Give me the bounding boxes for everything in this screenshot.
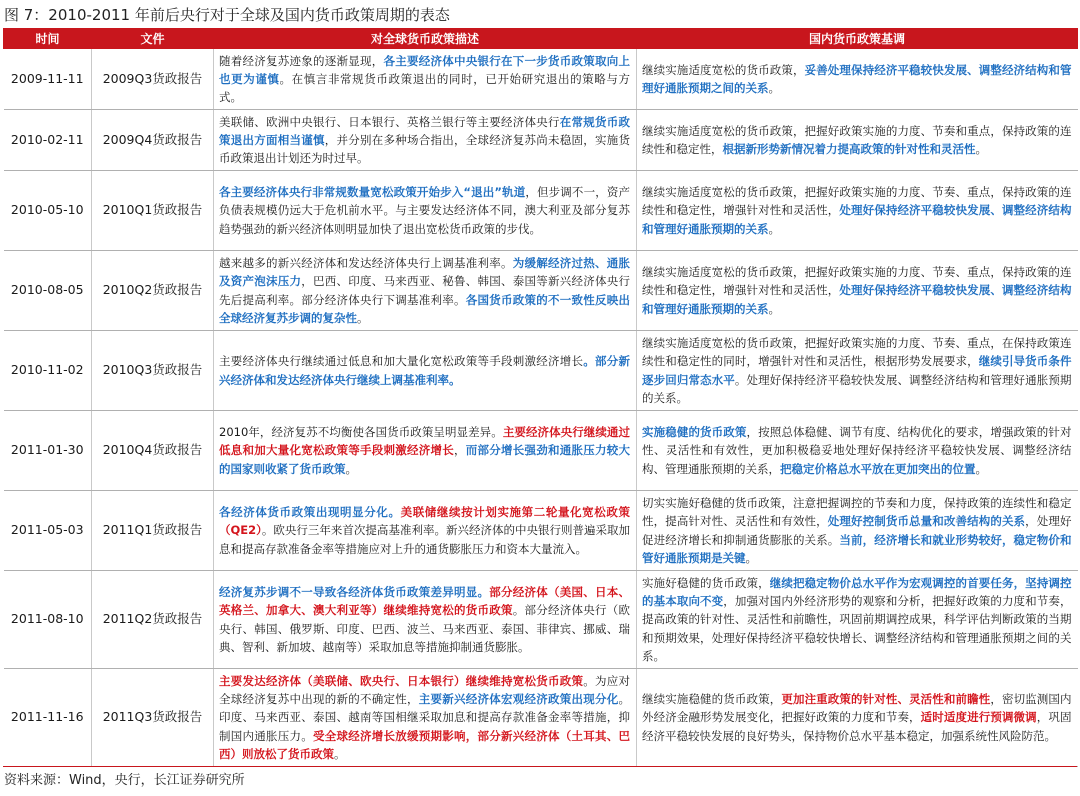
plain-text: 。: [768, 301, 780, 316]
highlight-blue-text: 各经济体货币政策出现明显分化。: [219, 505, 401, 520]
cell-global-policy: [214, 669, 637, 767]
policy-table-container: [3, 28, 1077, 767]
plain-text: 。: [768, 81, 780, 95]
cell-date: 2010-08-05: [4, 251, 92, 331]
table-row: [4, 491, 1078, 571]
cell-global-policy: [214, 171, 637, 251]
plain-text: 越来越多的新兴经济体和发达经济体央行上调基准利率。: [219, 256, 513, 271]
figure-title: 图 7：2010-2011 年前后央行对于全球及国内货币政策周期的表态: [4, 6, 450, 24]
cell-domestic-policy: [637, 251, 1078, 331]
cell-date: 2011-08-10: [4, 571, 92, 669]
highlight-blue-text: 根据新形势新情况着力提高政策的针对性和灵活性: [722, 142, 976, 156]
cell-global-policy: [214, 331, 637, 411]
plain-text: 美联储、欧洲中央银行、日本银行、英格兰银行等主要经济体央行: [219, 114, 560, 129]
plain-text: ，按照总体稳健、调节有度、结构优化的要求，增强政策的针对性、灵活性和有效性，更加积极稳妥地处理好保持经济平稳较快发展、调整经济结构、管理通胀预期的关系，: [642, 425, 1072, 476]
plain-text: ，处理好促进经济增长和抑制通货膨胀的关系。: [642, 514, 1072, 547]
header-date: 时间: [4, 29, 92, 49]
cell-file: 2010Q1货政报告: [92, 171, 214, 251]
plain-text: 继续实施适度宽松的货币政策，: [642, 62, 805, 77]
plain-text: 。处理好保持经济平稳较快发展、调整经济结构和管理好通胀预期的关系。: [642, 372, 1072, 405]
table-header-row: [4, 29, 1078, 49]
plain-text: ，巩固经济平稳较快发展的良好势头，保持物价总水平基本稳定，加强系统性风险防范。: [642, 710, 1072, 743]
table-row: [4, 171, 1078, 251]
plain-text: 。: [334, 746, 346, 761]
plain-text: 。部分经济体央行（欧央行、韩国、俄罗斯、印度、巴西、波兰、马来西亚、泰国、菲律宾、挪威、瑞典、智利、新加坡、越南等）采取加息等措施抑制通货膨胀。: [219, 603, 630, 654]
plain-text: ，巴西、印度、马来西亚、秘鲁、韩国、泰国等新兴经济体央行先后提高利率。部分经济体央行下调基准利率。: [219, 274, 630, 307]
cell-file: 2009Q4货政报告: [92, 110, 214, 171]
cell-file: 2010Q2货政报告: [92, 251, 214, 331]
plain-text: 继续实施适度宽松的货币政策，把握好政策实施的力度、节奏、重点，保持政策的连续性和稳定性，增强针对性和灵活性，: [642, 265, 1072, 298]
plain-text: ，但步调不一，资产负债表规模仍远大于危机前水平。与主要发达经济体不同，澳大利亚及部分复苏趋势强劲的新兴经济体则明显加快了退出宽松货币政策的步伐。: [219, 185, 630, 236]
plain-text: 。为应对全球经济复苏中出现的新的不确定性，: [219, 673, 630, 707]
plain-text: 。欧央行三年来首次提高基准利率。新兴经济体的中央银行则普遍采取加息和提高存款准备金率等措施应对上升的通货膨胀压力和资本大量流入。: [219, 523, 631, 556]
cell-date: 2010-11-02: [4, 331, 92, 411]
plain-text: 随着经济复苏迹象的逐渐显现，: [219, 53, 384, 68]
plain-text: 主要经济体央行继续通过低息和加大量化宽松政策等手段刺激经济增长: [219, 354, 584, 369]
highlight-blue-text: 主要新兴经济体宏观经济政策出现分化: [418, 692, 619, 707]
highlight-blue-text: 经济复苏步调不一导致各经济体货币政策差异明显。: [219, 585, 490, 600]
cell-domestic-policy: [637, 49, 1078, 110]
cell-domestic-policy: [637, 669, 1078, 767]
table-row: [4, 571, 1078, 669]
plain-text: 继续实施稳健的货币政策，: [642, 692, 782, 707]
cell-file: 2010Q4货政报告: [92, 411, 214, 491]
cell-global-policy: [214, 411, 637, 491]
highlight-red-text: 主要经济体央行继续通过低息和加大量化宽松政策等手段刺激经济增长: [219, 425, 631, 458]
table-row: [4, 49, 1078, 110]
bottom-divider: [3, 766, 1077, 767]
cell-date: 2010-05-10: [4, 171, 92, 251]
plain-text: 。: [975, 461, 987, 476]
cell-domestic-policy: [637, 171, 1078, 251]
highlight-red-text: 受全球经济增长放缓预期影响，部分新兴经济体（土耳其、巴西）则放松了货币政策: [219, 728, 630, 761]
cell-file: 2011Q1货政报告: [92, 491, 214, 571]
highlight-blue-text: 而部分增长强劲和通胀压力较大的国家则收紧了货币政策: [219, 443, 630, 476]
plain-text: 。: [768, 221, 780, 236]
header-domestic-policy: 国内货币政策基调: [637, 29, 1078, 49]
highlight-blue-text: 实施稳健的货币政策: [642, 425, 747, 440]
plain-text: 。: [345, 461, 357, 476]
plain-text: 。: [745, 550, 757, 565]
cell-domestic-policy: [637, 571, 1078, 669]
cell-domestic-policy: [637, 491, 1078, 571]
highlight-blue-text: 把稳定价格总水平放在更加突出的位置: [780, 461, 976, 476]
table-body: [4, 49, 1078, 767]
plain-text: ，并分别在多种场合指出，全球经济复苏尚未稳固，实施货币政策退出计划还为时过早。: [219, 132, 630, 166]
highlight-red-text: 更加注重政策的针对性、灵活性和前瞻性: [781, 692, 991, 707]
highlight-blue-text: 妥善处理保持经济平稳较快发展、调整经济结构和管理好通胀预期之间的关系: [642, 62, 1072, 95]
highlight-blue-text: 各国货币政策的不一致性反映出全球经济复苏步调的复杂性: [219, 292, 630, 325]
highlight-blue-text: 处理好保持经济平稳较快发展、调整经济结构和管理好通胀预期的关系: [642, 203, 1072, 236]
highlight-red-text: 主要发达经济体（美联储、欧央行、日本银行）继续维持宽松货币政策: [219, 673, 584, 688]
table-row: [4, 669, 1078, 767]
highlight-blue-text: 为缓解经济过热、通胀及资产泡沫压力: [219, 256, 630, 289]
cell-global-policy: [214, 49, 637, 110]
cell-file: 2011Q3货政报告: [92, 669, 214, 767]
plain-text: 继续实施适度宽松的货币政策，把握好政策实施的力度、节奏、重点，在保持政策连续性和稳定性的同时，增强针对性和灵活性，根据形势发展要求，: [642, 336, 1072, 369]
cell-file: 2009Q3货政报告: [92, 49, 214, 110]
table-row: [4, 251, 1078, 331]
cell-domestic-policy: [637, 110, 1078, 171]
cell-global-policy: [214, 571, 637, 669]
table-row: [4, 331, 1078, 411]
cell-date: 2011-05-03: [4, 491, 92, 571]
plain-text: 实施好稳健的货币政策，: [642, 575, 770, 590]
highlight-blue-text: 各主要经济体中央银行在下一步货币政策取向上也更为谨慎: [219, 53, 630, 86]
plain-text: 。在慎言非常规货币政策退出的同时，已开始研究退出的策略与方式。: [219, 71, 630, 105]
cell-domestic-policy: [637, 331, 1078, 411]
cell-date: 2010-02-11: [4, 110, 92, 171]
cell-global-policy: [214, 491, 637, 571]
cell-date: 2011-01-30: [4, 411, 92, 491]
plain-text: 继续实施适度宽松的货币政策，把握好政策实施的力度、节奏和重点，保持政策的连续性和稳定性，: [642, 123, 1072, 156]
plain-text: ，: [454, 443, 466, 458]
highlight-blue-text: 在常规货币政策退出方面相当谨慎: [219, 114, 630, 147]
header-file: 文件: [92, 29, 214, 49]
cell-date: 2009-11-11: [4, 49, 92, 110]
policy-table: [3, 28, 1078, 767]
highlight-red-text: 适时适度进行预调微调: [920, 710, 1037, 725]
cell-global-policy: [214, 110, 637, 171]
highlight-blue-text: 。部分新兴经济体和发达经济体央行继续上调基准利率。: [219, 354, 630, 387]
cell-date: 2011-11-16: [4, 669, 92, 767]
source-note: 资料来源：Wind，央行，长江证券研究所: [4, 773, 245, 788]
cell-global-policy: [214, 251, 637, 331]
highlight-red-text: 部分经济体（美国、日本、英格兰、加拿大、澳大利亚等）继续维持宽松的货币政策: [219, 585, 630, 618]
highlight-blue-text: 继续把稳定物价总水平作为宏观调控的首要任务，坚持调控的基本取向不变: [642, 575, 1072, 609]
cell-file: 2011Q2货政报告: [92, 571, 214, 669]
highlight-blue-text: 继续引导货币条件逐步回归常态水平: [642, 354, 1072, 387]
plain-text: 切实实施好稳健的货币政策，注意把握调控的节奏和力度，保持政策的连续性和稳定性，提高针对性、灵活性和有效性，: [642, 496, 1072, 529]
plain-text: 继续实施适度宽松的货币政策，把握好政策实施的力度、节奏、重点，保持政策的连续性和稳定性，增强针对性和灵活性，: [642, 185, 1072, 218]
cell-file: 2010Q3货政报告: [92, 331, 214, 411]
cell-domestic-policy: [637, 411, 1078, 491]
highlight-blue-text: 处理好保持经济平稳较快发展、调整经济结构和管理好通胀预期的关系: [642, 283, 1072, 316]
table-row: [4, 411, 1078, 491]
plain-text: ，密切监测国内外经济金融形势发展变化，把握好政策的力度和节奏，: [642, 692, 1072, 725]
highlight-red-text: 美联储继续按计划实施第二轮量化宽松政策（QE2）: [219, 505, 631, 538]
table-row: [4, 110, 1078, 171]
plain-text: 。印度、马来西亚、泰国、越南等国相继采取加息和提高存款准备金率等措施，抑制国内通胀压力。: [219, 692, 630, 743]
plain-text: ，加强对国内外经济形势的观察和分析，把握好政策的力度和节奏，提高政策的针对性、灵活性和前瞻性，巩固前期调控成果，科学评估判断政策的当期和预期效果，处理好保持经济平稳较快增长、调整经济结构和管理通胀预期之间的关系。: [642, 594, 1072, 663]
plain-text: 。: [357, 310, 369, 325]
header-global-policy: 对全球货币政策描述: [214, 29, 637, 49]
highlight-blue-text: 处理好控制货币总量和改善结构的关系: [827, 514, 1026, 529]
plain-text: 2010年，经济复苏不均衡使各国货币政策呈明显差异。: [219, 425, 503, 440]
highlight-blue-text: 当前，经济增长和就业形势较好，稳定物价和管好通胀预期是关键: [642, 532, 1072, 565]
plain-text: 。: [975, 142, 987, 156]
highlight-blue-text: 各主要经济体央行非常规数量宽松政策开始步入“退出”轨道: [219, 185, 526, 200]
